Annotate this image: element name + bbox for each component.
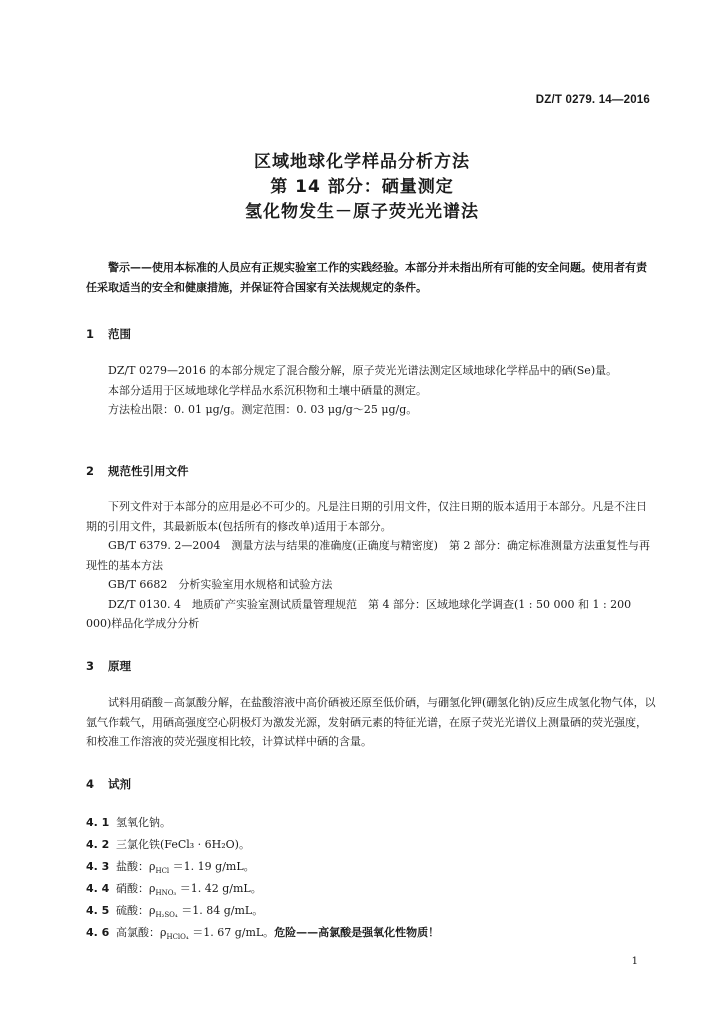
- item-number: 4. 4: [86, 882, 110, 895]
- item-subscript: HCl: [155, 867, 170, 875]
- item-text: 氢氧化钠。: [116, 816, 171, 829]
- principle-body: [86, 693, 656, 752]
- section-number: 2: [86, 464, 95, 478]
- section-title: 范围: [108, 327, 132, 341]
- section-number: 1: [86, 327, 95, 341]
- references-body: [86, 497, 656, 634]
- reagent-list: [86, 812, 656, 944]
- reagent-item: [86, 900, 656, 922]
- reagent-item: [86, 878, 656, 900]
- item-subscript: H₂SO₄: [155, 911, 178, 919]
- reagent-item: [86, 922, 656, 944]
- document-title: [0, 150, 724, 225]
- scope-paragraph-3: 方法检出限：0. 01 μg/g。测定范围：0. 03 μg/g～25 μg/g。: [108, 403, 418, 416]
- item-value: ＝1. 19 g/mL。: [169, 860, 255, 873]
- reference-item: DZ/T 0130. 4 地质矿产实验室测试质量管理规范 第 4 部分：区域地球化学调查(1 : 50 000 和 1 : 200 000)样品化学成分分析: [86, 597, 632, 630]
- reagent-item: [86, 812, 656, 834]
- title-line-2: 第 14 部分：硒量测定: [270, 177, 454, 197]
- standard-code: DZ/T 0279. 14—2016: [535, 94, 650, 106]
- scope-paragraph-2: 本部分适用于区域地球化学样品水系沉积物和土壤中硒量的测定。: [108, 383, 427, 397]
- references-intro: 下列文件对于本部分的应用是必不可少的。凡是注日期的引用文件，仅注日期的版本适用于本部分。凡是不注日期的引用文件，其最新版本(包括所有的修改单)适用于本部分。: [86, 500, 647, 533]
- section-heading-scope: [86, 326, 131, 342]
- scope-body: [86, 361, 656, 420]
- item-number: 4. 3: [86, 860, 110, 873]
- reference-item: GB/T 6379. 2—2004 测量方法与结果的准确度(正确度与精密度) 第 2 部分：确定标准测量方法重复性与再现性的基本方法: [86, 539, 650, 572]
- section-heading-reagents: [86, 776, 131, 792]
- principle-paragraph: 试料用硝酸－高氯酸分解，在盐酸溶液中高价硒被还原至低价硒，与硼氢化钾(硼氢化钠)反应生成氢化物气体，以氩气作载气，用硒高强度空心阴极灯为激发光源，发射硒元素的特征光谱，在原子荧光光谱仪上测量硒的荧光强度，和校准工作溶液的荧光强度相比较，计算试样中硒的含量。: [86, 696, 656, 748]
- title-line-1: 区域地球化学样品分析方法: [254, 152, 470, 172]
- item-text: 盐酸：ρ: [116, 860, 156, 873]
- section-number: 4: [86, 777, 95, 791]
- item-number: 4. 1: [86, 816, 110, 829]
- page-number: 1: [631, 956, 638, 967]
- item-value: ＝1. 84 g/mL。: [177, 904, 264, 917]
- title-line-3: 氢化物发生－原子荧光光谱法: [245, 202, 479, 222]
- reference-item: GB/T 6682 分析实验室用水规格和试验方法: [108, 578, 333, 591]
- item-value: ＝1. 42 g/mL。: [176, 882, 262, 895]
- section-title: 试剂: [108, 777, 132, 791]
- item-text: 硝酸：ρ: [116, 882, 156, 895]
- item-number: 4. 5: [86, 904, 110, 917]
- item-text: 硫酸：ρ: [116, 904, 156, 917]
- scope-paragraph-1: DZ/T 0279—2016 的本部分规定了混合酸分解，原子荧光光谱法测定区域地球化学样品中的硒(Se)量。: [108, 364, 618, 377]
- section-heading-principle: [86, 658, 131, 674]
- danger-warning: 危险——高氯酸是强氧化性物质！: [274, 926, 440, 939]
- section-title: 原理: [108, 659, 132, 673]
- item-number: 4. 6: [86, 926, 110, 939]
- item-subscript: HNO₃: [155, 889, 177, 897]
- reagent-item: [86, 834, 656, 856]
- item-value: ＝1. 67 g/mL。: [188, 926, 275, 939]
- item-subscript: HClO₄: [166, 933, 189, 941]
- item-text: 三氯化铁(FeCl₃ · 6H₂O)。: [116, 838, 250, 851]
- item-text: 高氯酸：ρ: [116, 926, 167, 939]
- warning-paragraph: 警示——使用本标准的人员应有正规实验室工作的实践经验。本部分并未指出所有可能的安全问题。使用者有责任采取适当的安全和健康措施，并保证符合国家有关法规规定的条件。: [86, 261, 647, 294]
- section-title: 规范性引用文件: [108, 464, 189, 478]
- reagent-item: [86, 856, 656, 878]
- section-number: 3: [86, 659, 95, 673]
- section-heading-references: [86, 463, 189, 479]
- item-number: 4. 2: [86, 838, 110, 851]
